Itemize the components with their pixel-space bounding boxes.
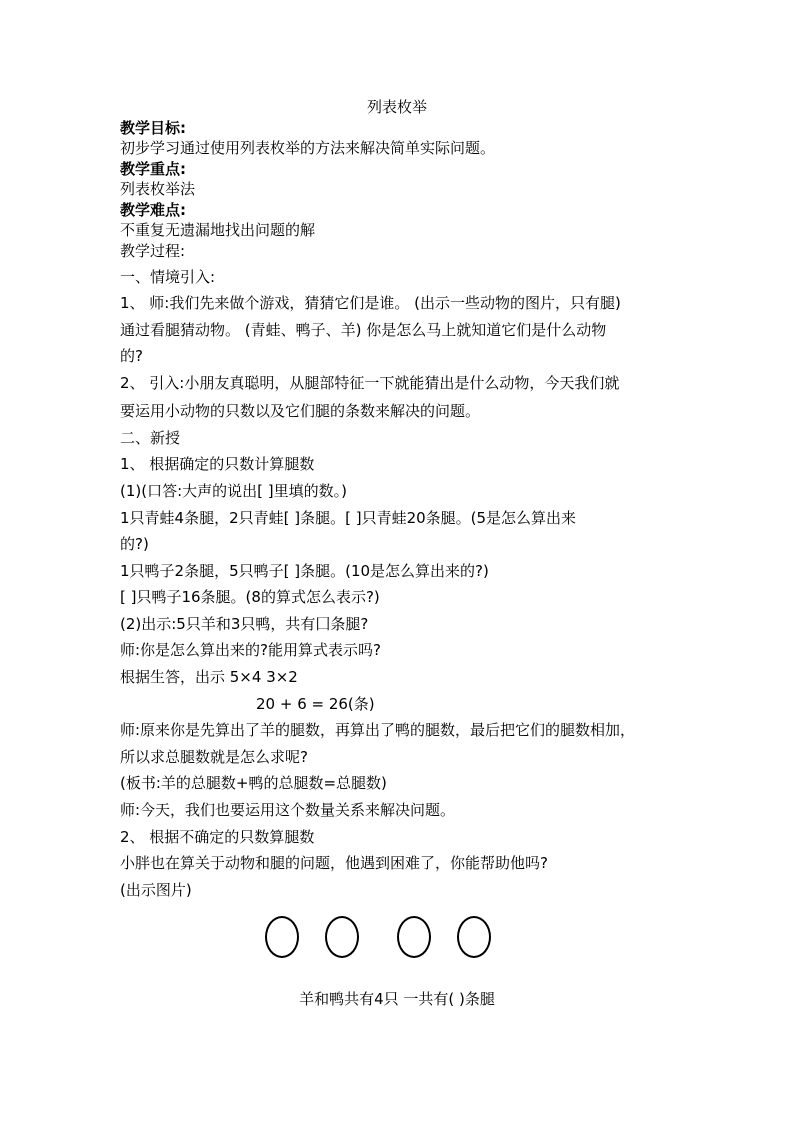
circle-shape (397, 916, 431, 958)
goal-heading: 教学目标: (120, 119, 186, 137)
paragraph-line: 1只青蛙4条腿，2只青蛙[ ]条腿。[ ]只青蛙20条腿。(5是怎么算出来 (120, 509, 577, 527)
key-heading: 教学重点: (120, 160, 186, 178)
paragraph-line: 的? (120, 347, 143, 365)
formula-line: 根据生答，出示 5×4 3×2 (120, 668, 298, 686)
circle-shape (265, 916, 299, 958)
paragraph-line: 1只鸭子2条腿，5只鸭子[ ]条腿。(10是怎么算出来的?) (120, 562, 489, 580)
paragraph-line: 通过看腿猜动物。 (青蛙、鸭子、羊) 你是怎么马上就知道它们是什么动物 (120, 321, 607, 339)
paragraph-line: 1、 师:我们先来做个游戏，猜猜它们是谁。 (出示一些动物的图片，只有腿) (120, 294, 621, 312)
question-line: (2)出示:5只羊和3只鸭，共有囗条腿? (120, 615, 369, 633)
question-line: (1)(口答:大声的说出[ ]里填的数。) (120, 482, 347, 500)
figure-caption: 羊和鸭共有4只 一共有( )条腿 (299, 990, 495, 1008)
paragraph-line: 2、 引入:小朋友真聪明，从腿部特征一下就能猜出是什么动物，今天我们就 (120, 374, 620, 392)
item-heading: 2、 根据不确定的只数算腿数 (120, 828, 315, 846)
paragraph-line: 要运用小动物的只数以及它们腿的条数来解决的问题。 (120, 402, 481, 420)
page-title: 列表枚举 (366, 98, 427, 116)
key-text: 列表枚举法 (120, 180, 196, 198)
difficulty-text: 不重复无遗漏地找出问题的解 (120, 221, 316, 239)
formula-line: 20 + 6 = 26(条) (256, 695, 375, 713)
paragraph-line: [ ]只鸭子16条腿。(8的算式怎么表示?) (120, 588, 380, 606)
circle-shape (457, 916, 491, 958)
circle-shape (325, 916, 359, 958)
paragraph-line: 小胖也在算关于动物和腿的问题，他遇到困难了，你能帮助他吗? (120, 854, 548, 872)
section2-title: 二、新授 (120, 429, 181, 447)
difficulty-heading: 教学难点: (120, 201, 186, 219)
section1-title: 一、情境引入: (120, 268, 216, 286)
animal-circles (0, 916, 794, 962)
paragraph-line: 师:原来你是先算出了羊的腿数，再算出了鸭的腿数，最后把它们的腿数相加， (120, 721, 636, 739)
paragraph-line: 的?) (120, 535, 149, 553)
paragraph-line: 师:你是怎么算出来的?能用算式表示吗? (120, 641, 381, 659)
goal-text: 初步学习通过使用列表枚举的方法来解决简单实际问题。 (120, 139, 496, 157)
process-heading: 教学过程: (120, 242, 186, 260)
paragraph-line: (出示图片) (120, 881, 192, 899)
paragraph-line: 师:今天，我们也要运用这个数量关系来解决问题。 (120, 801, 456, 819)
board-note: (板书:羊的总腿数+鸭的总腿数=总腿数) (120, 774, 387, 792)
paragraph-line: 所以求总腿数就是怎么求呢? (120, 748, 308, 766)
item-heading: 1、 根据确定的只数计算腿数 (120, 455, 315, 473)
